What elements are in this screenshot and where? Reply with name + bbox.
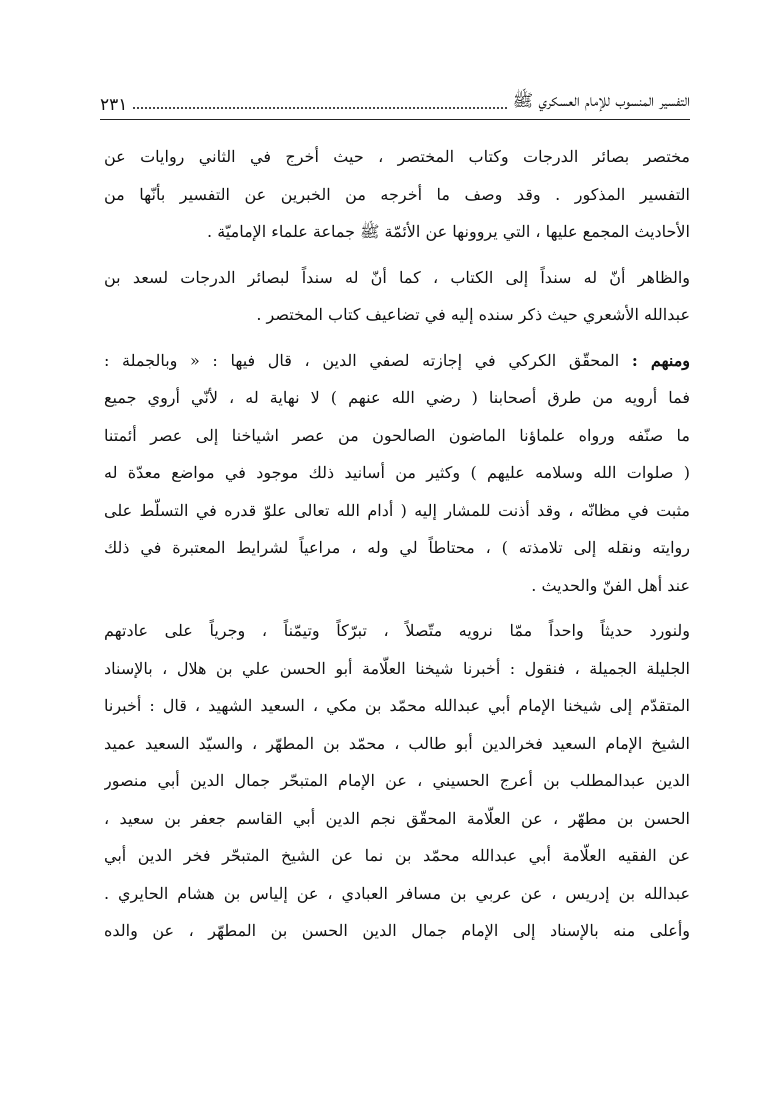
header-dot-leader xyxy=(133,107,506,109)
text-line: ولنورد حديثاً واحداً ممّا نرويه متّصلاً ، تبرّكاً وتيمّناً ، وجرياً على عادتهم xyxy=(104,621,690,640)
page-number: ٢٣١ xyxy=(100,95,128,115)
text-line: الحسن بن مطهّر ، عن العلّامة المحقّق نجم الدين أبي القاسم جعفر بن سعيد ، xyxy=(104,808,690,828)
paragraph-4 xyxy=(104,612,690,950)
body-text xyxy=(104,138,690,950)
paragraph-3 xyxy=(104,342,690,605)
text-line: الأحاديث المجمع عليها ، التي يروونها عن الأئمّة ﷺ جماعة علماء الإماميّة . xyxy=(207,222,690,241)
text-line: مثبت في مظانّه ، وقد أذنت للمشار إليه ( أدام الله تعالى علوّ قدره في التسلّط على xyxy=(104,500,690,520)
text-line: روايته ونقله إلى تلامذته ) ، محتاطاً لي وله ، مراعياً لشرايط المعتبرة في ذلك xyxy=(104,538,690,557)
paragraph-lead: ومنهم : xyxy=(631,350,690,370)
text-line: عبدالله الأشعري حيث ذكر سنده إليه في تضاعيف كتاب المختصر . xyxy=(256,305,690,324)
text-line: المتقدّم إلى شيخنا الإمام أبي عبدالله محمّد بن مكي ، السعيد الشهيد ، قال : أخبرنا xyxy=(104,696,690,715)
running-header xyxy=(100,80,690,120)
text-line: عبدالله بن إدريس ، عن عربي بن مسافر العبادي ، عن إلياس بن هشام الحايري . xyxy=(104,883,690,903)
paragraph-2 xyxy=(104,259,690,334)
text-line: مختصر بصائر الدرجات وكتاب المختصر ، حيث أخرج في الثاني روايات عن xyxy=(104,147,690,166)
text-line: عند أهل الفنّ والحديث . xyxy=(531,575,690,595)
text-line: التفسير المذكور . وقد وصف ما أخرجه من الخبرين عن التفسير بأنّها من xyxy=(104,184,690,204)
text-line: فما أرويه من طرق أصحابنا ( رضي الله عنهم ) لا نهاية له ، لأنّي أروي جميع xyxy=(104,388,690,407)
paragraph-1 xyxy=(104,138,690,251)
header-title: التفسير المنسوب للإمام العسكري ﷺ xyxy=(512,91,690,111)
text-line: وأعلى منه بالإسناد إلى الإمام جمال الدين الحسن بن المطهّر ، عن والده xyxy=(104,921,690,940)
text-line xyxy=(104,342,690,380)
text-line: الشيخ الإمام السعيد فخرالدين أبو طالب ، محمّد بن المطهّر ، والسيّد السعيد عميد xyxy=(104,733,690,753)
text-line-rest: المحقّق الكركي في إجازته لصفي الدين ، قال فيها : « وبالجملة : xyxy=(104,350,632,370)
text-line: عن الفقيه العلّامة أبي عبدالله محمّد بن نما عن الشيخ المتبحّر فخر الدين أبي xyxy=(104,846,690,865)
text-line: الدين عبدالمطلب بن أعرج الحسيني ، عن الإمام المتبحّر جمال الدين أبي منصور xyxy=(104,771,690,790)
text-line: ( صلوات الله وسلامه عليهم ) وكثير من أسانيد ذلك موجود في مواضع معدّة له xyxy=(104,463,690,482)
text-line: ما صنّفه ورواه علماؤنا الماضون الصالحون من عصر اشياخنا إلى عصر أئمتنا xyxy=(104,425,690,445)
text-line: الجليلة الجميلة ، فنقول : أخبرنا شيخنا العلّامة أبو الحسن علي بن هلال ، بالإسناد xyxy=(104,658,690,678)
text-line: والظاهر أنّ له سنداً إلى الكتاب ، كما أنّ له سنداً لبصائر الدرجات لسعد بن xyxy=(104,267,690,287)
